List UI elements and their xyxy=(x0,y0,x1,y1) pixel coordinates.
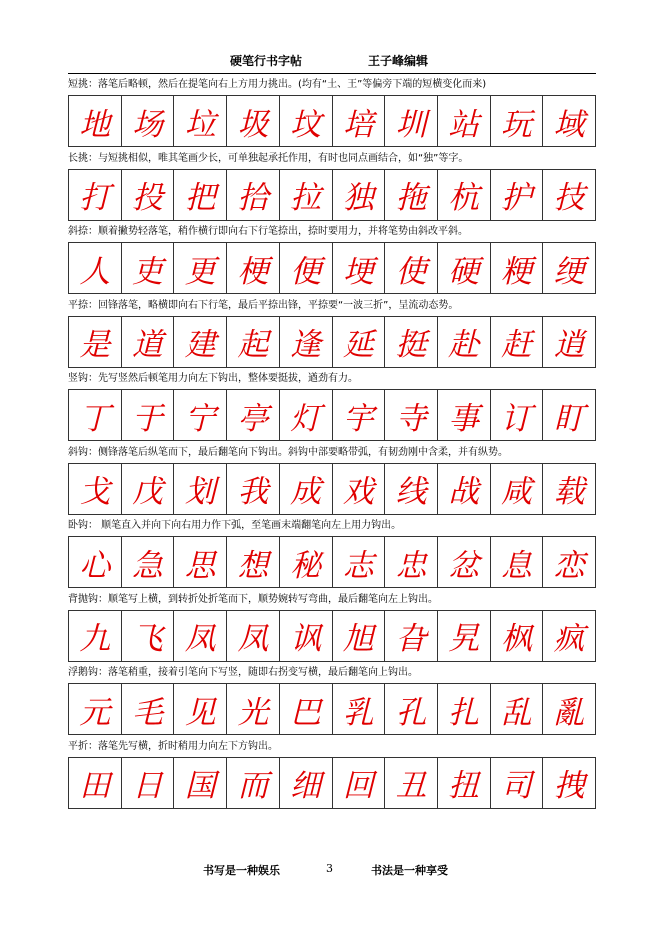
practice-char: 宁 xyxy=(174,390,227,440)
practice-char: 忿 xyxy=(438,537,491,587)
stroke-description: 背抛钩：顺笔写上横，到转折处折笔而下，顺势婉转写弯曲，最后翻笔向左上钩出。 xyxy=(68,593,438,605)
practice-char: 寺 xyxy=(385,390,438,440)
practice-char: 戈 xyxy=(69,464,122,514)
practice-char: 丁 xyxy=(69,390,122,440)
practice-char: 绠 xyxy=(553,253,585,290)
footer-right: 书法是一种享受 xyxy=(371,864,448,877)
stroke-description: 平捺：回锋落笔，略横即向右下行笔，最后平捺出锋，平捺要“一波三折”，呈流动态势。 xyxy=(68,299,459,311)
practice-char: 巴 xyxy=(280,684,333,734)
practice-char: 圳 xyxy=(385,96,438,146)
practice-char: 玩 xyxy=(491,96,544,146)
practice-char: 灯 xyxy=(280,390,333,440)
practice-char: 硬 xyxy=(438,243,491,293)
practice-char: 拖 xyxy=(385,170,438,220)
practice-char: 把 xyxy=(174,170,227,220)
stroke-description: 短挑：落笔后略顿，然后在提笔向右上方用力挑出。(均有“土、王”等偏旁下端的短横变化而来) xyxy=(68,79,487,90)
practice-char: 飞 xyxy=(122,611,175,661)
practice-char: 宇 xyxy=(333,390,386,440)
practice-char: 司 xyxy=(491,758,544,808)
practice-char: 凤 xyxy=(174,611,227,661)
practice-char: 挺 xyxy=(385,317,438,367)
practice-char: 事 xyxy=(438,390,491,440)
practice-char: 便 xyxy=(280,243,333,293)
practice-char: 息 xyxy=(491,537,544,587)
practice-char: 护 xyxy=(491,170,544,220)
practice-char: 乳 xyxy=(333,684,386,734)
practice-char: 赴 xyxy=(438,317,491,367)
practice-char: 地 xyxy=(69,96,122,146)
practice-char: 急 xyxy=(122,537,175,587)
practice-char: 旭 xyxy=(333,611,386,661)
practice-char: 技 xyxy=(553,180,585,216)
practice-char: 培 xyxy=(333,96,386,146)
practice-char: 逍 xyxy=(553,327,585,363)
practice-char: 日 xyxy=(122,758,175,808)
practice-char: 拽 xyxy=(553,768,585,804)
practice-char: 戊 xyxy=(122,464,175,514)
practice-char: 逢 xyxy=(280,317,333,367)
practice-char: 国 xyxy=(174,758,227,808)
practice-char: 延 xyxy=(333,317,386,367)
practice-grid xyxy=(68,757,596,809)
practice-char: 打 xyxy=(69,170,122,220)
practice-char: 杭 xyxy=(438,170,491,220)
practice-char: 枫 xyxy=(491,611,544,661)
header-author: 王子峰编辑 xyxy=(368,54,429,68)
practice-char: 划 xyxy=(174,464,227,514)
practice-char: 建 xyxy=(174,317,227,367)
practice-char: 扭 xyxy=(438,758,491,808)
practice-grid xyxy=(68,169,596,221)
practice-char: 盯 xyxy=(553,400,585,437)
practice-char: 坟 xyxy=(280,96,333,146)
practice-char: 更 xyxy=(174,243,227,293)
practice-char: 梗 xyxy=(227,243,280,293)
practice-char: 独 xyxy=(333,170,386,220)
practice-char: 凤 xyxy=(227,611,280,661)
practice-char: 孔 xyxy=(385,684,438,734)
stroke-description: 卧钩： 顺笔直入并向下向右用力作下弧，至笔画末端翻笔向左上用力钩出。 xyxy=(68,520,402,531)
practice-char: 站 xyxy=(438,96,491,146)
practice-grid xyxy=(68,610,596,662)
practice-grid xyxy=(68,463,596,515)
practice-grid xyxy=(68,389,596,441)
practice-char: 丑 xyxy=(385,758,438,808)
practice-char: 细 xyxy=(280,758,333,808)
practice-char: 回 xyxy=(333,758,386,808)
practice-char: 亭 xyxy=(227,390,280,440)
practice-char: 元 xyxy=(69,684,122,734)
practice-grid xyxy=(68,536,596,588)
header-rule xyxy=(68,73,596,74)
practice-char: 使 xyxy=(385,243,438,293)
practice-char: 乱 xyxy=(491,684,544,734)
practice-char: 思 xyxy=(174,537,227,587)
practice-char: 我 xyxy=(227,464,280,514)
practice-char: 起 xyxy=(227,317,280,367)
practice-char: 旯 xyxy=(438,611,491,661)
stroke-description: 长挑：与短挑相似，唯其笔画少长，可单独起承托作用，有时也同点画结合，如“独”等字。 xyxy=(68,152,469,164)
practice-grid xyxy=(68,683,596,735)
practice-char: 拾 xyxy=(227,170,280,220)
practice-char: 域 xyxy=(553,106,585,143)
practice-char: 而 xyxy=(227,758,280,808)
practice-char: 圾 xyxy=(227,96,280,146)
practice-char: 人 xyxy=(69,243,122,293)
stroke-description: 平折：落笔先写横，折时稍用力向左下方钩出。 xyxy=(68,740,278,752)
practice-char: 旮 xyxy=(385,611,438,661)
practice-char: 毛 xyxy=(122,684,175,734)
practice-char: 亂 xyxy=(553,694,585,731)
practice-char: 讽 xyxy=(280,611,333,661)
practice-char: 心 xyxy=(69,537,122,587)
practice-char: 疯 xyxy=(553,621,585,657)
practice-char: 田 xyxy=(69,758,122,808)
page-footer xyxy=(0,862,666,878)
practice-char: 忠 xyxy=(385,537,438,587)
practice-char: 戏 xyxy=(333,464,386,514)
practice-char: 于 xyxy=(122,390,175,440)
practice-char: 吏 xyxy=(122,243,175,293)
practice-char: 赶 xyxy=(491,317,544,367)
stroke-description: 斜钩：侧锋落笔后纵笔而下，最后翻笔向下钩出。斜钩中部要略带弧，有韧劲刚中含柔，并有纵势。 xyxy=(68,446,508,458)
practice-char: 是 xyxy=(69,317,122,367)
page-header xyxy=(68,50,596,70)
practice-char: 场 xyxy=(122,96,175,146)
practice-char: 粳 xyxy=(491,243,544,293)
practice-grid xyxy=(68,242,596,294)
practice-char: 咸 xyxy=(491,464,544,514)
practice-char: 见 xyxy=(174,684,227,734)
practice-grid xyxy=(68,316,596,368)
stroke-description: 斜捺：顺着撇势轻落笔，稍作横行即向右下行笔捺出，捺时要用力，并将笔势由斜改平斜。 xyxy=(68,226,468,237)
stroke-description: 竖钩：先写竖然后顿笔用力向左下钩出，整体要挺拔，遒劲有力。 xyxy=(68,373,358,384)
practice-grid xyxy=(68,95,596,147)
practice-char: 拉 xyxy=(280,170,333,220)
practice-char: 成 xyxy=(280,464,333,514)
stroke-description: 浮鹅钩：落笔稍重，接着引笔向下写竖，随即右拐变写横，最后翻笔向上钩出。 xyxy=(68,667,418,678)
page-number: 3 xyxy=(326,862,333,875)
practice-char: 线 xyxy=(385,464,438,514)
practice-char: 秘 xyxy=(280,537,333,587)
practice-char: 志 xyxy=(333,537,386,587)
practice-char: 九 xyxy=(69,611,122,661)
header-title: 硬笔行书字帖 xyxy=(230,54,303,68)
practice-char: 载 xyxy=(553,474,585,510)
practice-char: 投 xyxy=(122,170,175,220)
practice-char: 恋 xyxy=(553,547,585,584)
practice-char: 光 xyxy=(227,684,280,734)
practice-char: 战 xyxy=(438,464,491,514)
practice-char: 埂 xyxy=(333,243,386,293)
practice-char: 想 xyxy=(227,537,280,587)
footer-left: 书写是一种娱乐 xyxy=(203,864,280,877)
practice-char: 道 xyxy=(122,317,175,367)
practice-char: 垃 xyxy=(174,96,227,146)
practice-char: 扎 xyxy=(438,684,491,734)
practice-char: 订 xyxy=(491,390,544,440)
